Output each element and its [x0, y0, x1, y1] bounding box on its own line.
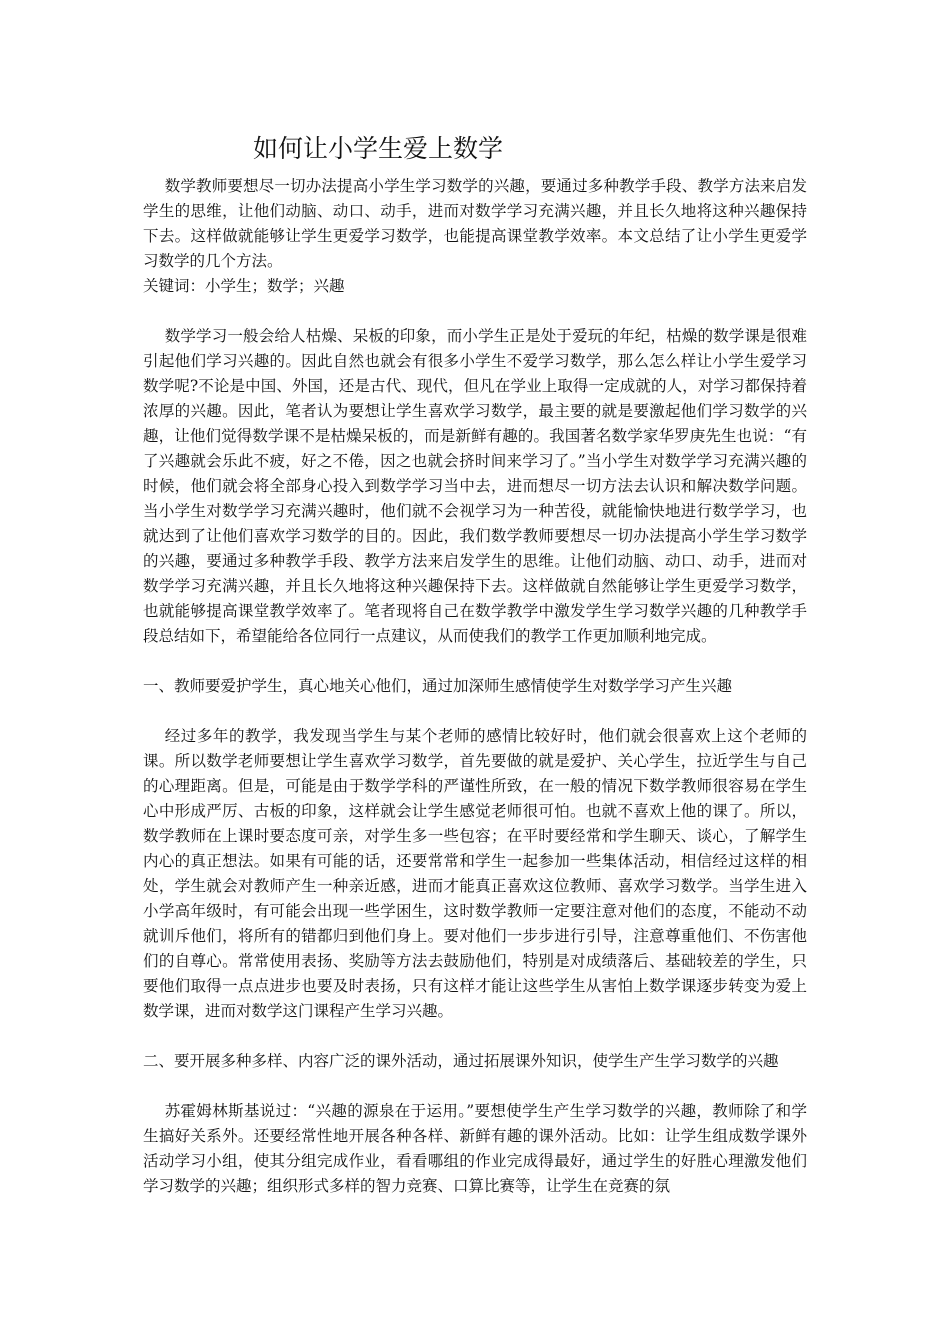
section-1-heading: 一、教师要爱护学生，真心地关心他们，通过加深师生感情使学生对数学学习产生兴趣 — [143, 677, 733, 695]
section-1-paragraph: 经过多年的教学，我发现当学生与某个老师的感情比较好时，他们就会很喜欢上这个老师的课。所以数学老师要想让学生喜欢学习数学，首先要做的就是爱护、关心学生，拉近学生与自己的心理距离。但是，可能是由于数学学科的严谨性所致，在一般的情况下数学教师很容易在学生心中形成严厉、古板的印象，这样就会让学生感觉老师很可怕。也就不喜欢上他的课了。所以，数学教师在上课时要态度可亲，对学生多一些包容；在平时要经常和学生聊天、谈心，了解学生内心的真正想法。如果有可能的话，还要常常和学生一起参加一些集体活动，相信经过这样的相处，学生就会对教师产生一种亲近感，进而才能真正喜欢这位教师、喜欢学习数学。当学生进入小学高年级时，有可能会出现一些学困生，这时数学教师一定要注意对他们的态度，不能动不动就训斥他们，将所有的错都归到他们身上。要对他们一步步进行引导，注意尊重他们、不伤害他们的自尊心。常常使用表扬、奖励等方法去鼓励他们，特别是对成绩落后、基础较差的学生，只要他们取得一点点进步也要及时表扬，只有这样才能让这些学生从害怕上数学课逐步转变为爱上数学课，进而对数学这门课程产生学习兴趣。 — [143, 727, 807, 1020]
section-2-heading: 二、要开展多种多样、内容广泛的课外活动，通过拓展课外知识，使学生产生学习数学的兴趣 — [143, 1052, 779, 1070]
document-body — [143, 174, 807, 1199]
section-2-paragraph: 苏霍姆林斯基说过：“兴趣的源泉在于运用。”要想使学生产生学习数学的兴趣，教师除了和学生搞好关系外。还要经常性地开展各种各样、新鲜有趣的课外活动。比如：让学生组成数学课外活动学习小组，使其分组完成作业，看看哪组的作业完成得最好，通过学生的好胜心理激发他们学习数学的兴趣；组织形式多样的智力竞赛、口算比赛等，让学生在竞赛的氛 — [143, 1102, 807, 1195]
intro-paragraph: 数学学习一般会给人枯燥、呆板的印象，而小学生正是处于爱玩的年纪，枯燥的数学课是很难引起他们学习兴趣的。因此自然也就会有很多小学生不爱学习数学，那么怎么样让小学生爱学习数学呢?不论是中国、外国，还是古代、现代，但凡在学业上取得一定成就的人，对学习都保持着浓厚的兴趣。因此，笔者认为要想让学生喜欢学习数学，最主要的就是要激起他们学习数学的兴趣，让他们觉得数学课不是枯燥呆板的，而是新鲜有趣的。我国著名数学家华罗庚先生也说：“有了兴趣就会乐此不疲，好之不倦，因之也就会挤时间来学习了。”当小学生对数学学习充满兴趣的时候，他们就会将全部身心投入到数学学习当中去，进而想尽一切方法去认识和解决数学问题。当小学生对数学学习充满兴趣时，他们就不会视学习为一种苦役，就能愉快地进行数学学习，也就达到了让他们喜欢学习数学的目的。因此，我们数学教师要想尽一切办法提高小学生学习数学的兴趣，要通过多种教学手段、教学方法来启发学生的思维。让他们动脑、动口、动手，进而对数学学习充满兴趣，并且长久地将这种兴趣保持下去。这样做就自然能够让学生更爱学习数学，也就能够提高课堂教学效率了。笔者现将自己在数学教学中激发学生学习数学兴趣的几种教学手段总结如下，希望能给各位同行一点建议，从而使我们的教学工作更加顺利地完成。 — [143, 327, 807, 645]
abstract-paragraph: 数学教师要想尽一切办法提高小学生学习数学的兴趣，要通过多种教学手段、教学方法来启发学生的思维，让他们动脑、动口、动手，进而对数学学习充满兴趣，并且长久地将这种兴趣保持下去。这样做就能够让学生更爱学习数学，也能提高课堂教学效率。本文总结了让小学生更爱学习数学的几个方法。 — [143, 177, 807, 270]
keywords-line: 关键词：小学生；数学；兴趣 — [143, 277, 345, 295]
document-title: 如何让小学生爱上数学 — [253, 134, 504, 163]
